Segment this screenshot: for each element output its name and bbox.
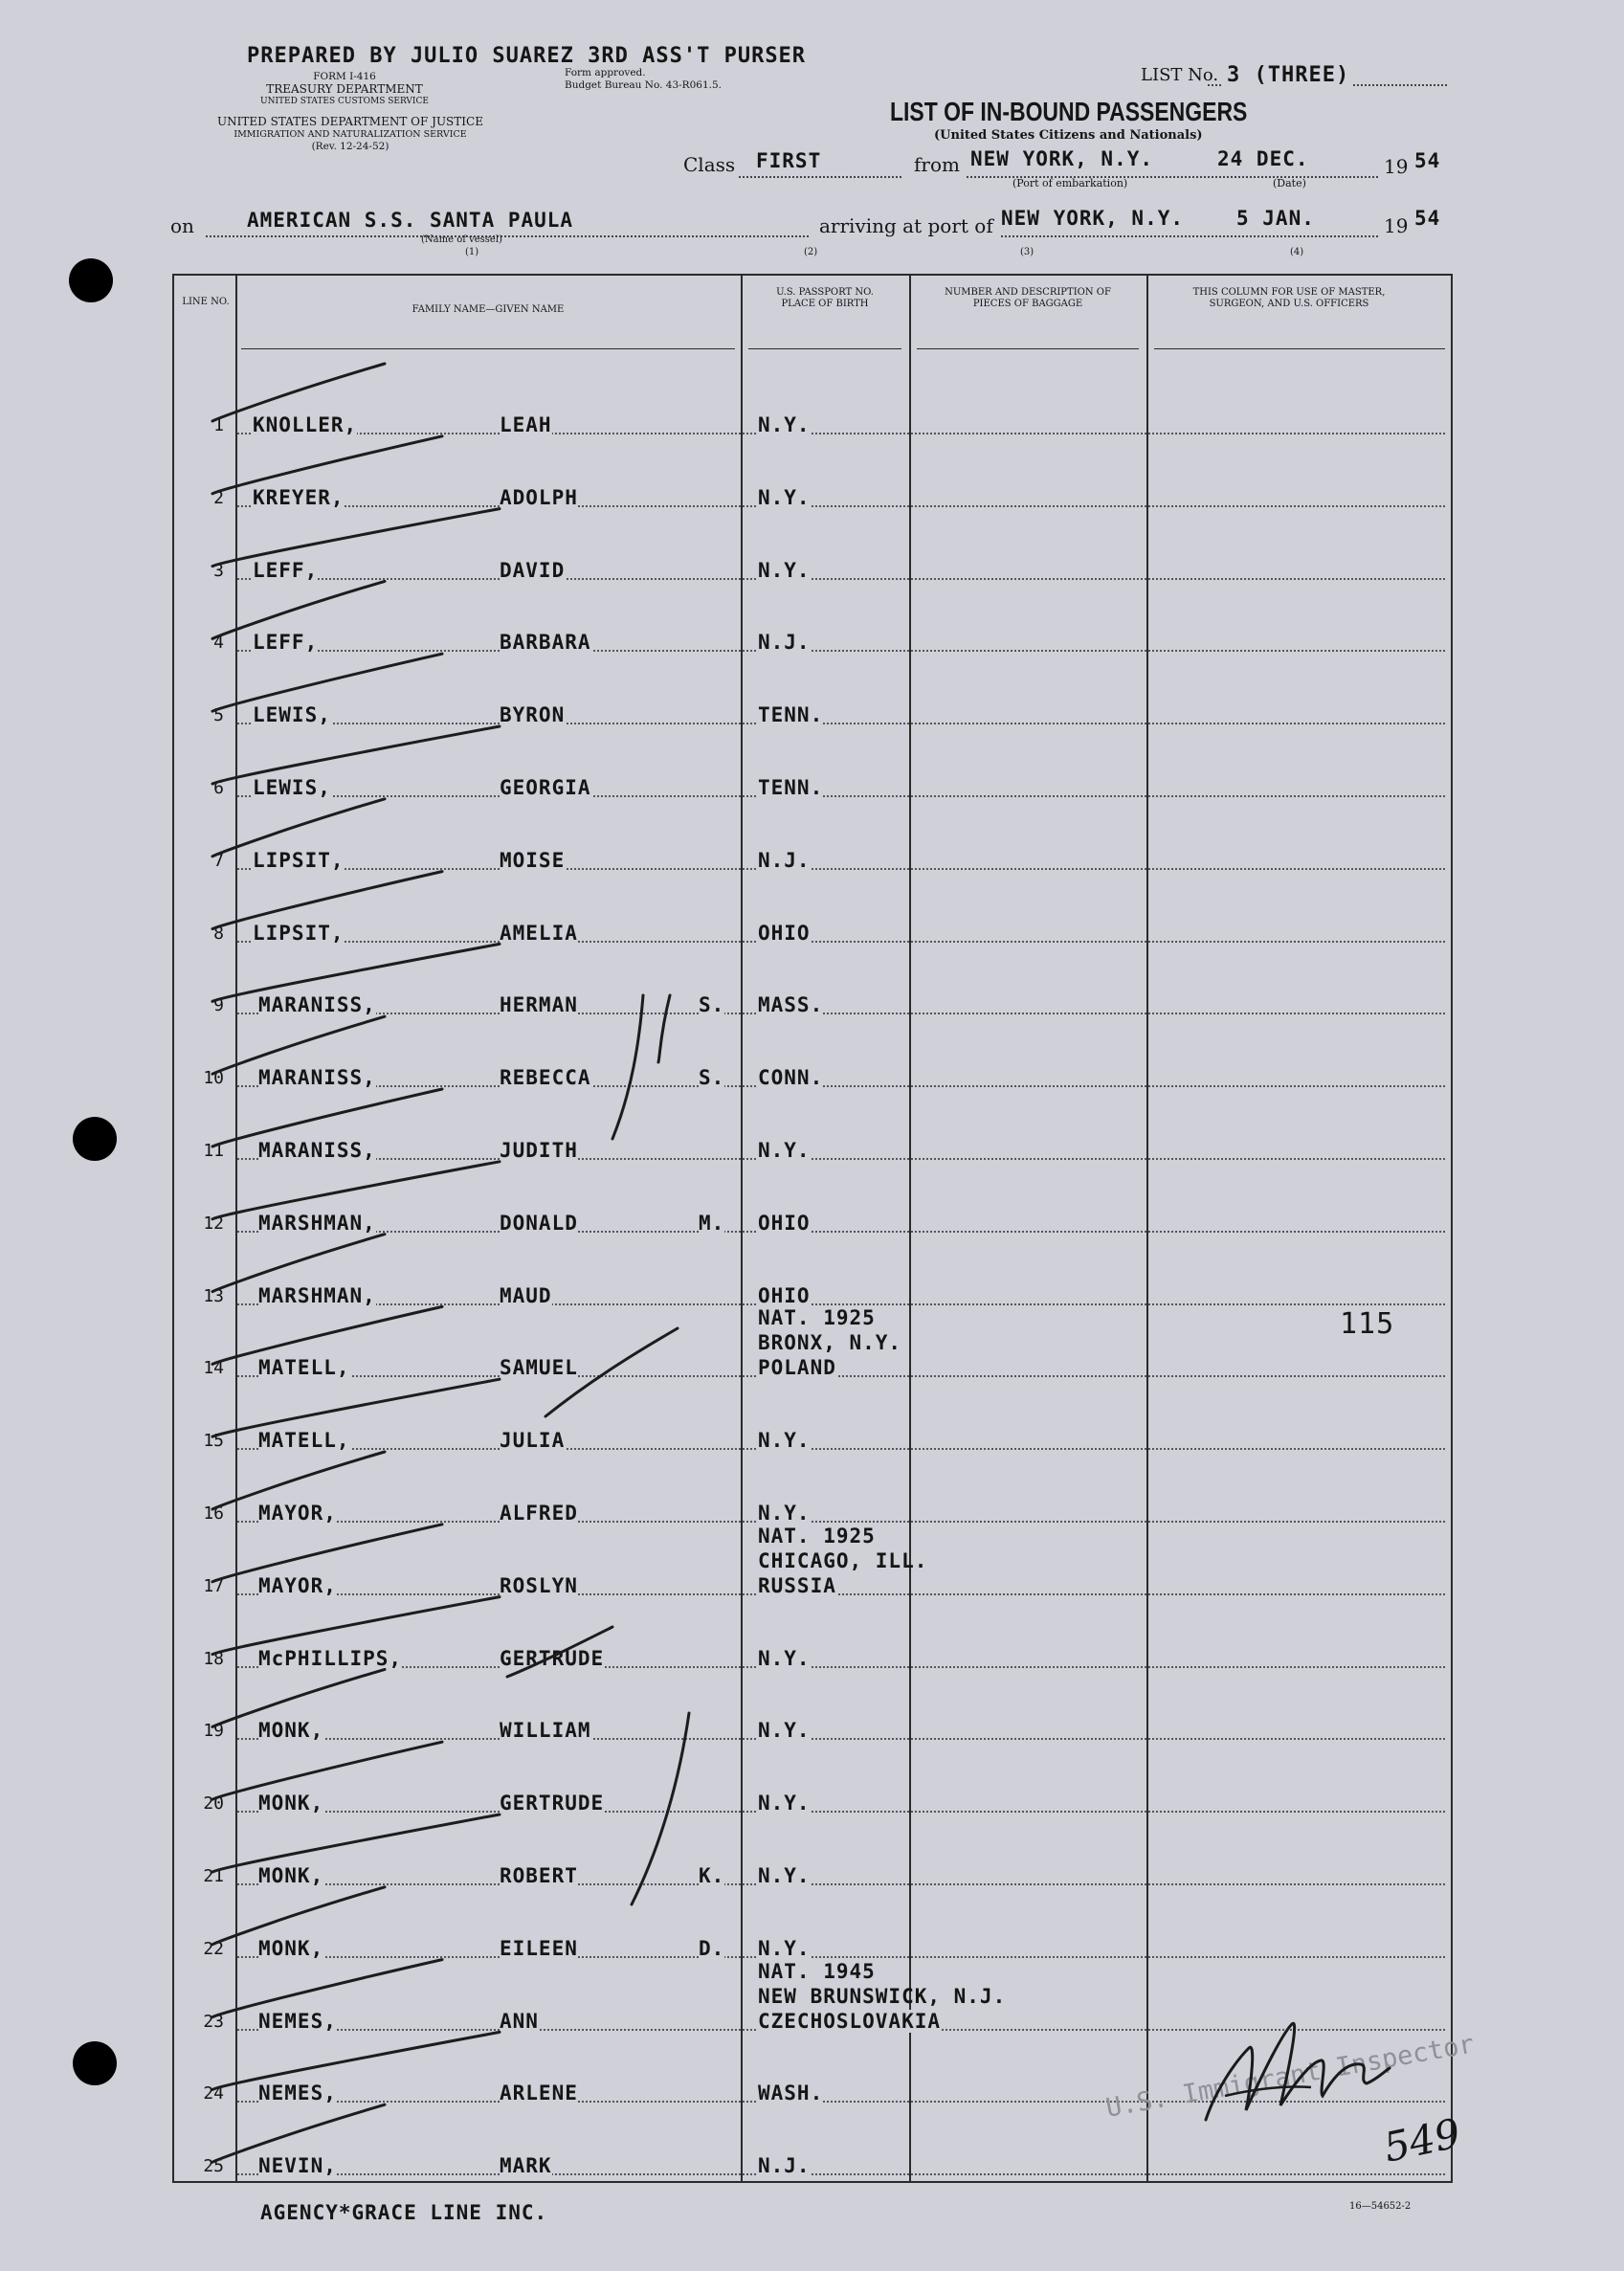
- budget-bureau: Budget Bureau No. 43-R061.5.: [565, 79, 722, 91]
- line-number: 16: [203, 1503, 224, 1524]
- line-number: 20: [203, 1793, 224, 1815]
- place-of-birth: TENN.: [758, 703, 824, 727]
- check-mark: [212, 1815, 500, 1872]
- justice-dept: UNITED STATES DEPARTMENT OF JUSTICE: [217, 115, 483, 128]
- middle-initial: S.: [699, 993, 725, 1017]
- given-name: EILEEN: [500, 1936, 578, 1960]
- family-name: LEFF,: [253, 558, 319, 582]
- given-name: BYRON: [500, 703, 566, 727]
- family-name: MAYOR,: [258, 1502, 337, 1525]
- customs-service: UNITED STATES CUSTOMS SERVICE: [260, 97, 429, 106]
- vessel-name: AMERICAN S.S. SANTA PAULA: [247, 209, 574, 232]
- line-number: 5: [213, 705, 224, 726]
- arrival-port: NEW YORK, N.Y.: [1001, 207, 1185, 230]
- place-of-birth: OHIO: [758, 921, 811, 945]
- line-number: 13: [203, 1285, 224, 1306]
- check-mark: [212, 1162, 500, 1219]
- check-mark: [212, 726, 500, 784]
- class-value: FIRST: [756, 149, 822, 172]
- place-of-birth: CZECHOSLOVAKIA: [758, 2009, 942, 2033]
- document-title: LIST OF IN-BOUND PASSENGERS: [890, 97, 1248, 126]
- family-name: NEMES,: [258, 2009, 337, 2033]
- family-name: NEMES,: [258, 2082, 337, 2105]
- place-of-birth: CONN.: [758, 1066, 824, 1090]
- family-name: McPHILLIPS,: [258, 1646, 403, 1670]
- col-header-passport: U.S. PASSPORT NO. PLACE OF BIRTH: [776, 287, 874, 309]
- given-name: ALFRED: [500, 1502, 578, 1525]
- middle-initial: K.: [699, 1864, 725, 1887]
- pen-stroke: [545, 1328, 678, 1416]
- line-number: 19: [203, 1721, 224, 1742]
- family-name: LEFF,: [253, 631, 319, 655]
- family-name: LEWIS,: [253, 776, 331, 799]
- line-number: 22: [203, 1938, 224, 1959]
- list-no-label: LIST No.: [1141, 65, 1219, 85]
- from-date: 24 DEC.: [1217, 147, 1309, 170]
- line-number: 15: [203, 1431, 224, 1452]
- list-no-value: 3 (THREE): [1223, 63, 1353, 87]
- given-name: ROBERT: [500, 1864, 578, 1887]
- place-of-birth: N.Y.: [758, 1936, 811, 1960]
- place-of-birth: N.Y.: [758, 485, 811, 509]
- class-label: Class: [683, 153, 736, 176]
- family-name: MONK,: [258, 1864, 324, 1887]
- from-year: 54: [1414, 149, 1441, 172]
- check-mark: [212, 1597, 500, 1655]
- given-name: ROSLYN: [500, 1573, 578, 1597]
- line-number: 17: [203, 1575, 224, 1596]
- check-mark: [212, 364, 385, 421]
- check-mark: [212, 1379, 500, 1436]
- family-name: MARANISS,: [258, 1066, 376, 1090]
- place-of-birth: N.Y.: [758, 1792, 811, 1815]
- given-name: ANN: [500, 2009, 539, 2033]
- footer-form-code: 16—54652-2: [1349, 2201, 1412, 2212]
- given-name: GERTRUDE: [500, 1792, 605, 1815]
- check-mark: [212, 1235, 385, 1292]
- given-name: LEAH: [500, 413, 552, 436]
- given-name: HERMAN: [500, 993, 578, 1017]
- check-mark: [212, 1887, 385, 1945]
- line-number: 23: [203, 2011, 224, 2032]
- given-name: DAVID: [500, 558, 566, 582]
- line-number: 2: [213, 487, 224, 508]
- family-name: KNOLLER,: [253, 413, 358, 436]
- family-name: MARSHMAN,: [258, 1283, 376, 1307]
- given-name: AMELIA: [500, 921, 578, 945]
- line-number: 6: [213, 778, 224, 798]
- place-of-birth: OHIO: [758, 1283, 811, 1307]
- family-name: MAYOR,: [258, 1573, 337, 1597]
- from-label: from: [914, 153, 960, 176]
- place-of-birth: WASH.: [758, 2082, 824, 2105]
- line-number: 11: [203, 1141, 224, 1161]
- place-of-birth: N.J.: [758, 2154, 811, 2178]
- line-number: 14: [203, 1358, 224, 1379]
- naturalization-place: CHICAGO, ILL.: [758, 1548, 928, 1572]
- check-mark: [212, 1016, 385, 1074]
- line-number: 10: [203, 1068, 224, 1089]
- given-name: ARLENE: [500, 2082, 578, 2105]
- treasury-dept: TREASURY DEPARTMENT: [266, 82, 423, 96]
- place-of-birth: N.Y.: [758, 413, 811, 436]
- place-of-birth: OHIO: [758, 1211, 811, 1235]
- document-subtitle: (United States Citizens and Nationals): [934, 128, 1203, 143]
- place-of-birth: N.Y.: [758, 1864, 811, 1887]
- place-of-birth: POLAND: [758, 1356, 836, 1380]
- inspector-number: 549: [1379, 2109, 1465, 2171]
- given-name: MAUD: [500, 1283, 552, 1307]
- line-number: 9: [213, 995, 224, 1016]
- family-name: MARSHMAN,: [258, 1211, 376, 1235]
- line-number: 3: [213, 560, 224, 581]
- family-name: LEWIS,: [253, 703, 331, 727]
- given-name: JULIA: [500, 1429, 566, 1453]
- line-number: 8: [213, 923, 224, 944]
- family-name: MATELL,: [258, 1356, 350, 1380]
- footer-agency: AGENCY*GRACE LINE INC.: [260, 2201, 548, 2224]
- family-name: KREYER,: [253, 485, 345, 509]
- given-name: REBECCA: [500, 1066, 591, 1090]
- family-name: MONK,: [258, 1936, 324, 1960]
- check-mark: [212, 436, 442, 494]
- arrival-year: 54: [1414, 207, 1441, 230]
- given-name: WILLIAM: [500, 1719, 591, 1743]
- place-of-birth: N.Y.: [758, 558, 811, 582]
- prepared-by: PREPARED BY JULIO SUAREZ 3RD ASS'T PURSER: [247, 44, 807, 68]
- given-name: GERTRUDE: [500, 1646, 605, 1670]
- given-name: ADOLPH: [500, 485, 578, 509]
- revision: (Rev. 12-24-52): [311, 141, 389, 152]
- given-name: GEORGIA: [500, 776, 591, 799]
- naturalization-year: NAT. 1925: [758, 1524, 876, 1547]
- arriving-label: arriving at port of: [819, 214, 993, 237]
- given-name: SAMUEL: [500, 1356, 578, 1380]
- line-number: 21: [203, 1866, 224, 1886]
- form-number: FORM I-416: [313, 71, 376, 82]
- caption-col-2: (2): [804, 247, 818, 257]
- caption-col-3: (3): [1020, 247, 1034, 257]
- middle-initial: M.: [699, 1211, 725, 1235]
- place-of-birth: N.Y.: [758, 1139, 811, 1162]
- place-of-birth: MASS.: [758, 993, 824, 1017]
- family-name: NEVIN,: [258, 2154, 337, 2178]
- place-of-birth: TENN.: [758, 776, 824, 799]
- line-number: 18: [203, 1648, 224, 1669]
- family-name: MARANISS,: [258, 1139, 376, 1162]
- check-mark: [212, 1452, 385, 1509]
- family-name: MONK,: [258, 1792, 324, 1815]
- family-name: MARANISS,: [258, 993, 376, 1017]
- date-caption: (Date): [1273, 177, 1306, 189]
- pen-stroke: [612, 995, 643, 1139]
- check-mark: [212, 872, 442, 929]
- naturalization-place: NEW BRUNSWICK, N.J.: [758, 1984, 1007, 2008]
- ins-service: IMMIGRATION AND NATURALIZATION SERVICE: [234, 129, 467, 140]
- arrival-year-prefix: 19: [1384, 214, 1409, 237]
- line-number: 12: [203, 1213, 224, 1234]
- check-mark: [212, 1669, 385, 1726]
- form-approved: Form approved.: [565, 67, 646, 78]
- family-name: MATELL,: [258, 1429, 350, 1453]
- naturalization-place: BRONX, N.Y.: [758, 1331, 902, 1355]
- naturalization-year: NAT. 1925: [758, 1306, 876, 1330]
- middle-initial: S.: [699, 1066, 725, 1090]
- pen-stroke: [507, 1627, 612, 1677]
- check-mark: [212, 1306, 442, 1364]
- place-of-birth: N.Y.: [758, 1429, 811, 1453]
- given-name: JUDITH: [500, 1139, 578, 1162]
- col-header-line-no: LINE NO.: [182, 297, 230, 307]
- place-of-birth: N.Y.: [758, 1719, 811, 1743]
- place-of-birth: N.J.: [758, 631, 811, 655]
- check-mark: [212, 1742, 442, 1799]
- place-of-birth: N.Y.: [758, 1646, 811, 1670]
- given-name: MARK: [500, 2154, 552, 2178]
- check-mark: [212, 1960, 442, 2017]
- family-name: LIPSIT,: [253, 848, 345, 872]
- col-header-baggage: NUMBER AND DESCRIPTION OF PIECES OF BAGGAGE: [945, 287, 1111, 309]
- pen-stroke: [632, 1713, 689, 1904]
- check-mark: [212, 2104, 385, 2162]
- family-name: LIPSIT,: [253, 921, 345, 945]
- line-number: 25: [203, 2156, 224, 2177]
- check-mark: [212, 581, 385, 638]
- check-mark: [212, 944, 500, 1001]
- check-mark: [212, 1525, 442, 1582]
- on-label: on: [170, 214, 194, 237]
- col-header-officers: THIS COLUMN FOR USE OF MASTER, SURGEON, AND U.S. OFFICERS: [1192, 287, 1386, 309]
- place-of-birth: N.Y.: [758, 1502, 811, 1525]
- from-port: NEW YORK, N.Y.: [970, 147, 1154, 170]
- check-mark: [212, 654, 442, 711]
- naturalization-year: NAT. 1945: [758, 1959, 876, 1983]
- line-number: 7: [213, 850, 224, 871]
- from-year-prefix: 19: [1384, 155, 1409, 178]
- officer-annotation-count: 115: [1340, 1307, 1395, 1341]
- arrival-date: 5 JAN.: [1236, 207, 1315, 230]
- line-number: 24: [203, 2083, 224, 2104]
- port-embarkation-caption: (Port of embarkation): [1012, 177, 1128, 189]
- given-name: MOISE: [500, 848, 566, 872]
- family-name: MONK,: [258, 1719, 324, 1743]
- check-mark: [212, 2032, 500, 2089]
- line-number: 4: [213, 633, 224, 654]
- vessel-caption: (Name of vessel): [421, 234, 502, 245]
- given-name: DONALD: [500, 1211, 578, 1235]
- caption-col-4: (4): [1290, 247, 1304, 257]
- inspector-signature: [1196, 2005, 1397, 2149]
- col-header-name: FAMILY NAME—GIVEN NAME: [412, 304, 565, 315]
- inspector-stamp-text: U.S. Immigrant Inspector: [1103, 2029, 1477, 2124]
- given-name: BARBARA: [500, 631, 591, 655]
- check-mark: [212, 1089, 442, 1147]
- line-number: 1: [213, 415, 224, 435]
- place-of-birth: N.J.: [758, 848, 811, 872]
- check-mark: [212, 799, 385, 857]
- place-of-birth: RUSSIA: [758, 1573, 836, 1597]
- caption-col-1: (1): [465, 247, 479, 257]
- middle-initial: D.: [699, 1936, 725, 1960]
- check-mark: [212, 509, 500, 567]
- pen-stroke: [658, 995, 670, 1062]
